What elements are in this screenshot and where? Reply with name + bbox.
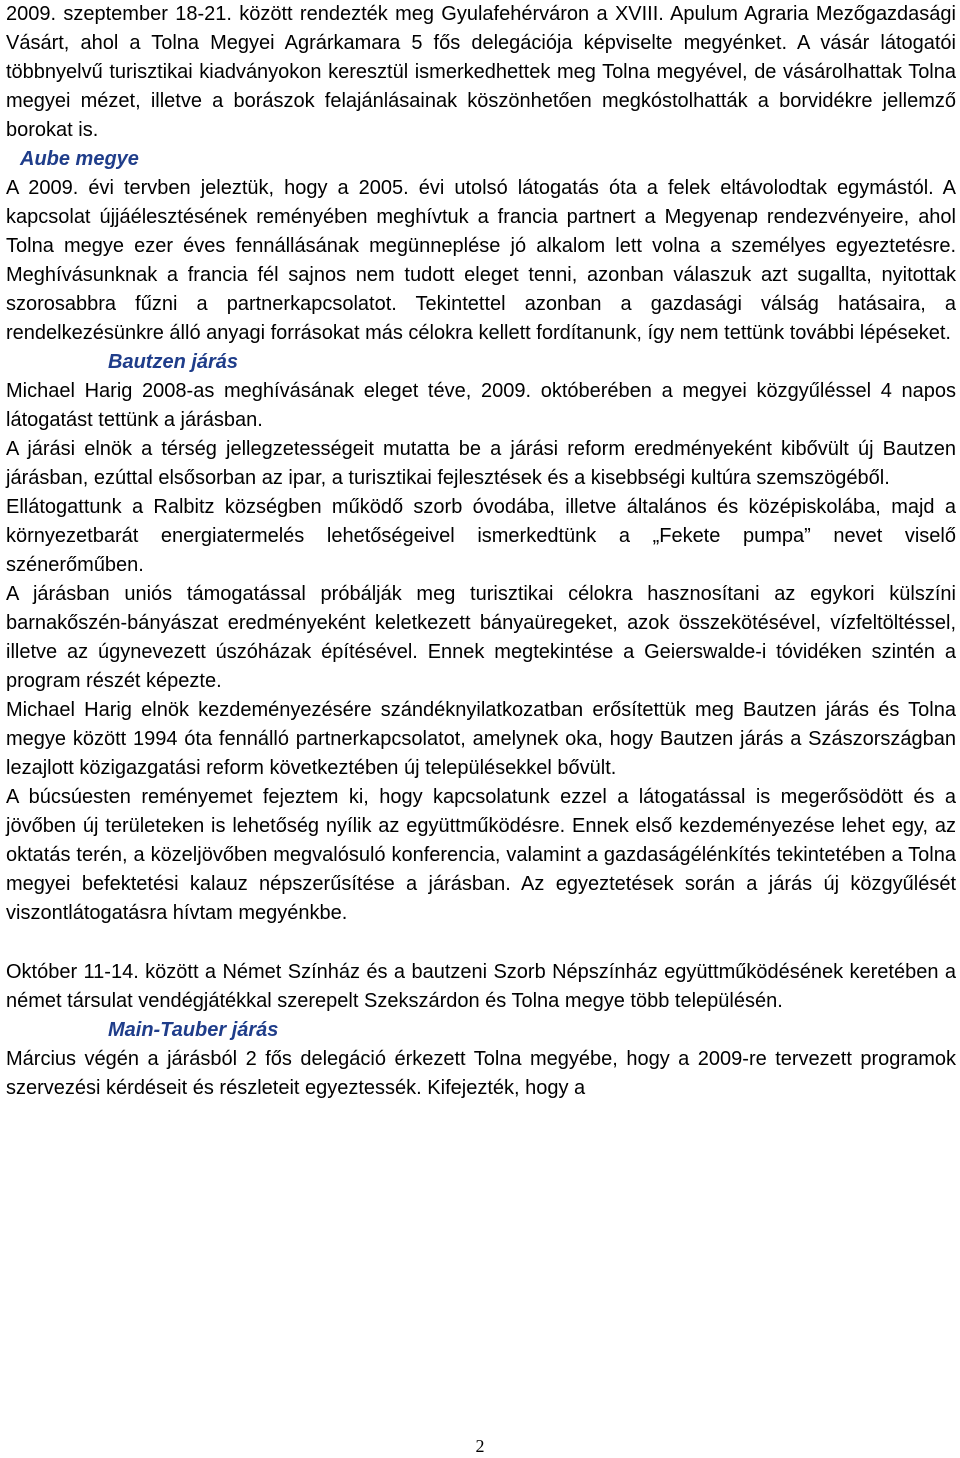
heading-aube: Aube megye	[20, 148, 139, 170]
paragraph-bautzen-5: Michael Harig elnök kezdeményezésére szándéknyilatkozatban erősítettük meg Bautzen járás és Tolna megye között 1994 óta fennálló partnerkapcsolatot, amelynek oka, hogy Bautzen járás a Szászországban lezajlott közigazgatási reform következtében új településekkel bővült.	[6, 699, 956, 779]
paragraph-bautzen-7: Október 11-14. között a Német Színház és a bautzeni Szorb Népszínház együttműködésének keretében a német társulat vendégjátékkal szerepelt Szekszárdon és Tolna megye több településén.	[6, 961, 956, 1012]
paragraph-bautzen-2: A járási elnök a térség jellegzetességeit mutatta be a járási reform eredményeként kibővült új Bautzen járásban, ezúttal elsősorban az ipar, a turisztikai fejlesztések és a kisebbségi kultúra szemszögéből.	[6, 438, 956, 489]
page-number: 2	[475, 1436, 485, 1456]
paragraph-aube: A 2009. évi tervben jeleztük, hogy a 2005. évi utolsó látogatás óta a felek eltávolodtak egymástól. A kapcsolat újjáélesztésének reményében meghívtuk a francia partnert a Megyenap rendezvényeire, ahol Tolna megye ezer éves fennállásának megünneplése jó alkalom lett volna a személyes egyeztetésre. Meghívásunknak a francia fél sajnos nem tudott eleget tenni, azonban válaszuk azt sugallta, nyitottak szorosabbra fűzni a partnerkapcsolatot. Tekintettel azonban a gazdasági válság hatásaira, a rendelkezésünkre álló anyagi forrásokat más célokra kellett fordítanunk, így nem tettünk további lépéseket.	[6, 177, 956, 344]
paragraph-main-tauber: Március végén a járásból 2 fős delegáció érkezett Tolna megyébe, hogy a 2009-re tervezett programok szervezési kérdéseit és részleteit egyeztessék. Kifejezték, hogy a	[6, 1048, 956, 1099]
paragraph-bautzen-1: Michael Harig 2008-as meghívásának eleget téve, 2009. októberében a megyei közgyűléssel 4 napos látogatást tettünk a járásban.	[6, 380, 956, 431]
paragraph-bautzen-6: A búcsúesten reményemet fejeztem ki, hogy kapcsolatunk ezzel a látogatással is megerősödött és a jövőben új területeken is lehetőség nyílik az együttműködésre. Ennek első kezdeményezése lehet egy, az oktatás terén, a közeljövőben megvalósuló konferencia, valamint a gazdaságélénkítés tekintetében a Tolna megyei befektetési kalauz népszerűsítése a járásban. Az egyeztetések során a járás új közgyűlését viszontlátogatásra hívtam megyénkbe.	[6, 786, 956, 924]
paragraph-bautzen-4: A járásban uniós támogatással próbálják meg turisztikai célokra hasznosítani az egykori külszíni barnakőszén-bányászat eredményeként keletkezett bányaüregeket, azok összekötésével, vízfeltöltéssel, illetve az úgynevezett úszóházak építésével. Ennek megtekintése a Geierswalde-i tóvidéken szintén a program részét képezte.	[6, 583, 956, 692]
paragraph-apulum: 2009. szeptember 18-21. között rendezték meg Gyulafehérváron a XVIII. Apulum Agraria Mezőgazdasági Vásárt, ahol a Tolna Megyei Agrárkamara 5 fős delegációja képviselte megyénket. A vásár látogatói többnyelvű turisztikai kiadványokon keresztül ismerkedhettek meg Tolna megyével, de vásárolhattak Tolna megyei mézet, illetve a borászok felajánlásainak köszönhetően megkóstolhatták a borvidékre jellemző borokat is.	[6, 3, 956, 141]
document-page	[6, 0, 956, 1103]
paragraph-bautzen-3: Ellátogattunk a Ralbitz községben működő szorb óvodába, illetve általános és középiskolába, majd a környezetbarát energiatermelés lehetőségeivel ismerkedtünk a „Fekete pumpa” nevet viselő szénerőműben.	[6, 496, 956, 576]
heading-bautzen: Bautzen járás	[108, 351, 239, 373]
heading-main-tauber: Main-Tauber járás	[108, 1019, 279, 1041]
